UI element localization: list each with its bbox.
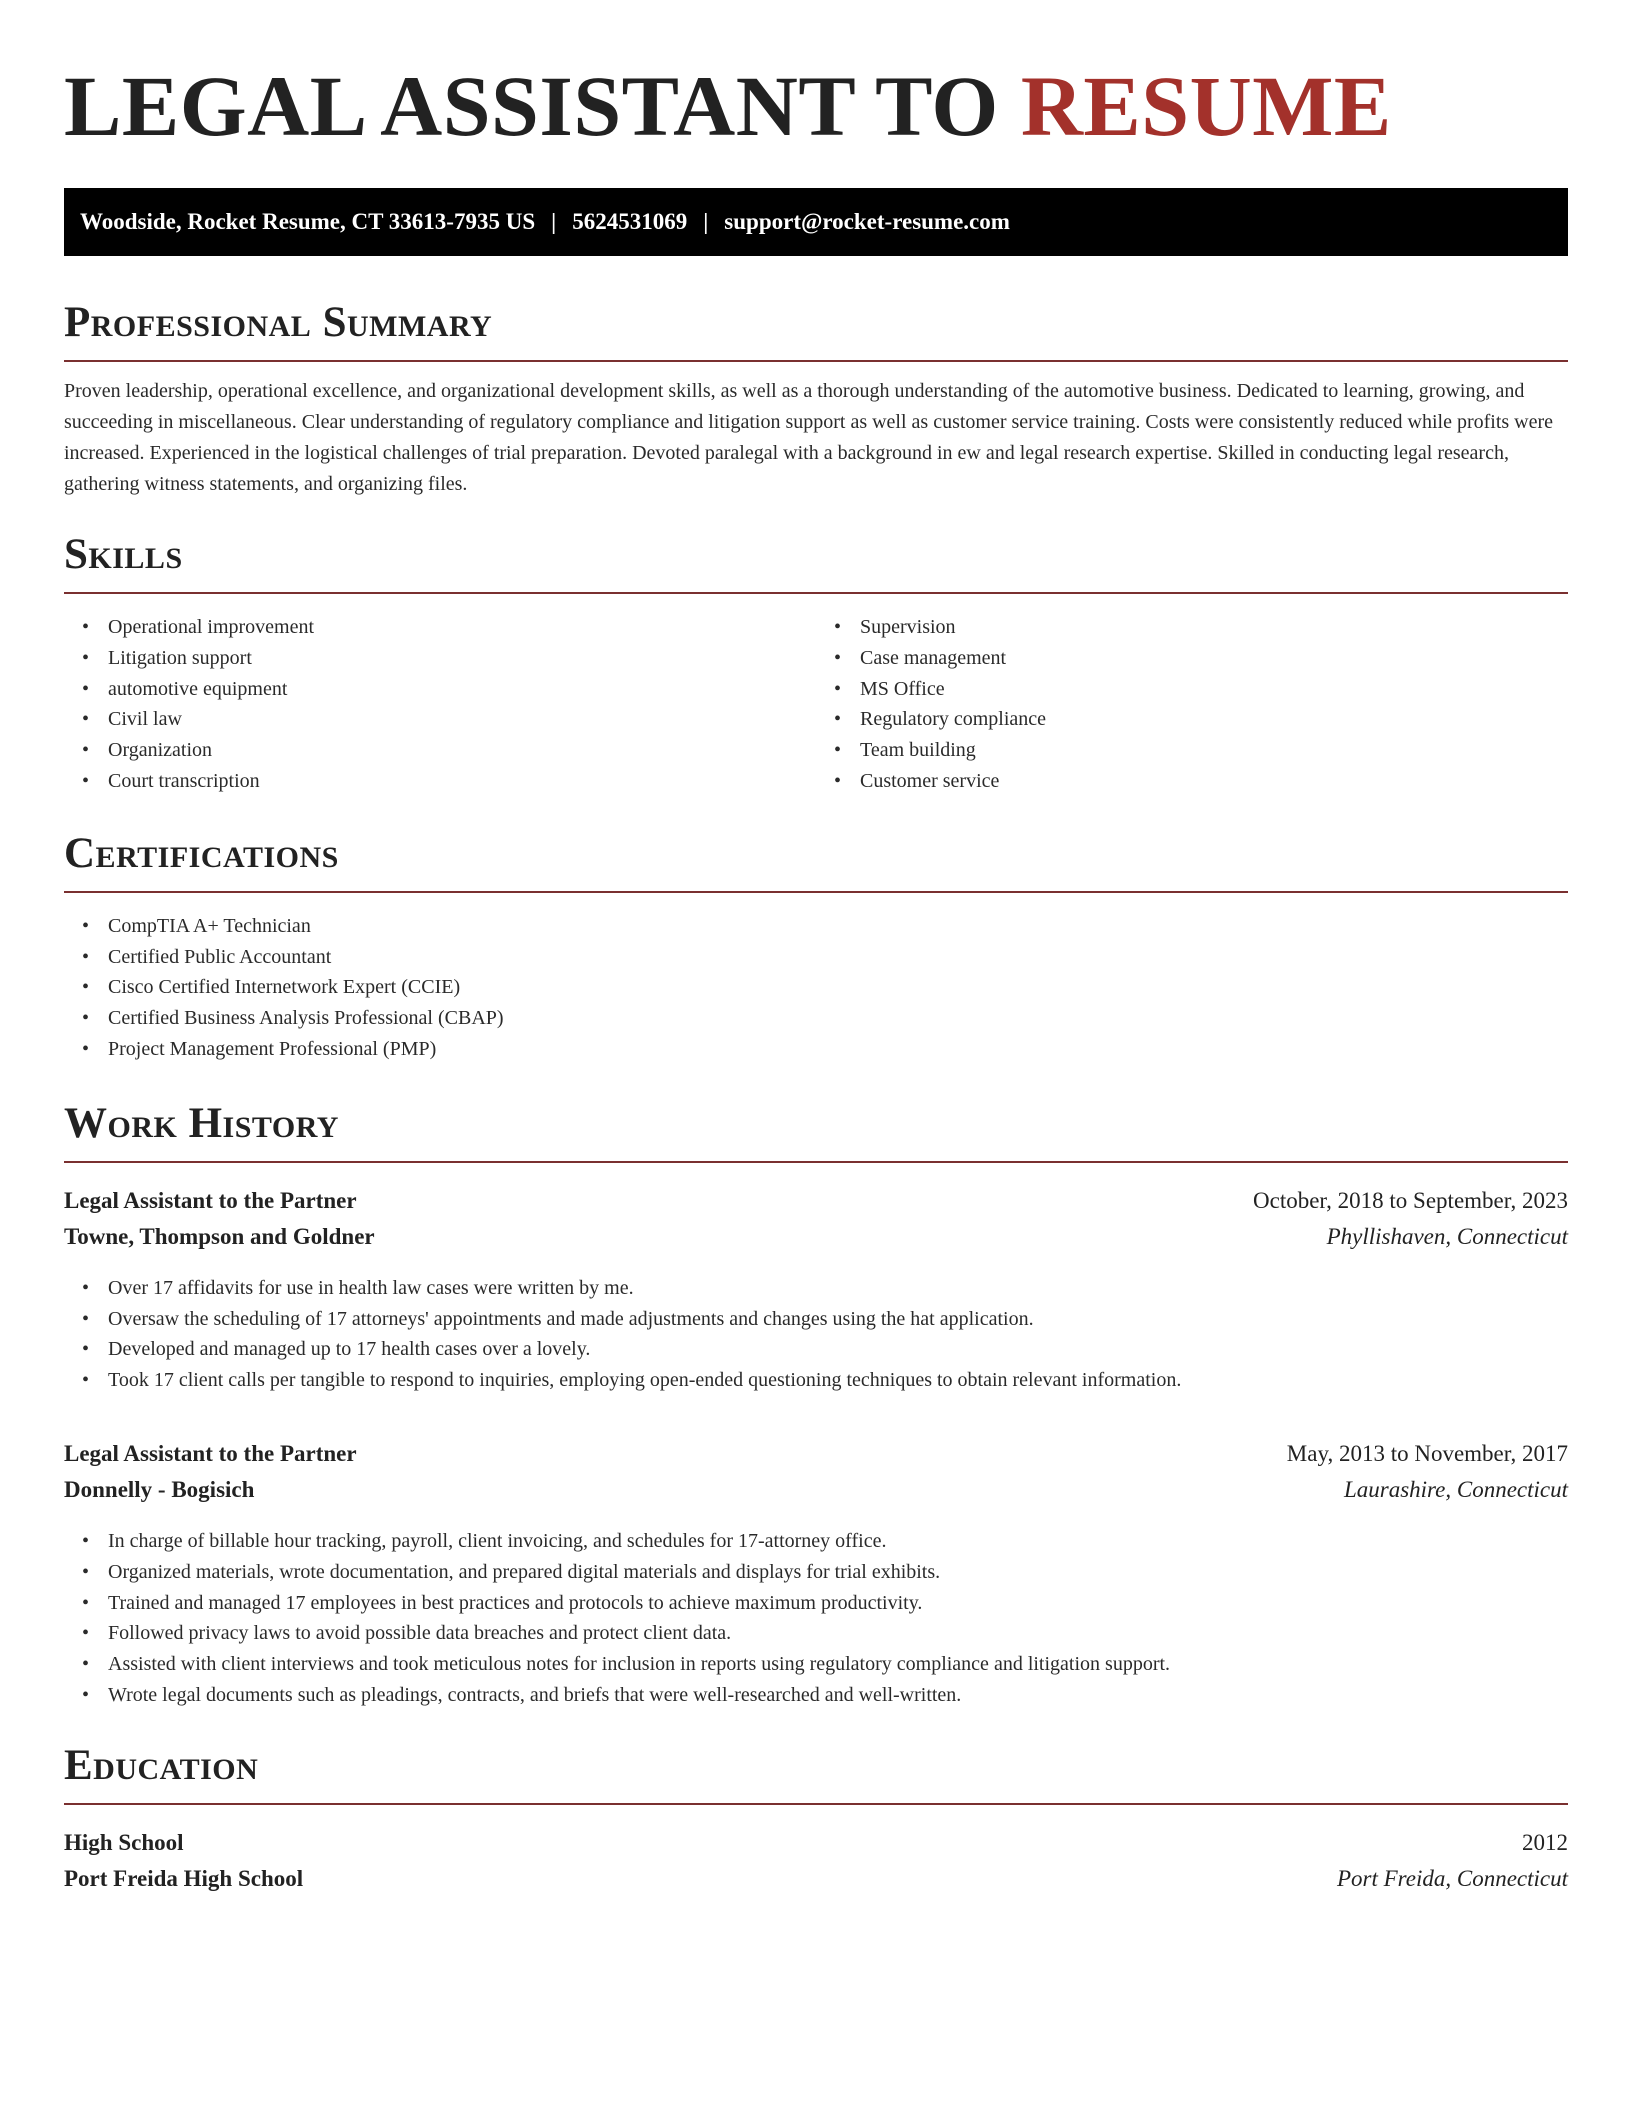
education-school: Port Freida High School (64, 1865, 304, 1891)
skill-item: • Case management (860, 643, 1568, 674)
job-duty-item: • Oversaw the scheduling of 17 attorneys' appointments and made adjustments and changes using the hat application. (108, 1304, 1568, 1335)
education-degree-row (64, 1825, 1568, 1861)
job-duties-list (64, 1526, 1568, 1711)
certifications-section (64, 829, 1568, 1065)
contact-separator: | (703, 209, 709, 234)
section-divider (64, 891, 1568, 893)
job-company-row (64, 1472, 1568, 1508)
certifications-heading: Certifications (64, 829, 339, 877)
certification-item: • Certified Business Analysis Professional (CBAP) (108, 1003, 1568, 1034)
skill-item: • Regulatory compliance (860, 704, 1568, 735)
job-duty-item: • Organized materials, wrote documentation, and prepared digital materials and displays for trial exhibits. (108, 1557, 1568, 1588)
contact-separator: | (551, 209, 557, 234)
skills-list-left (64, 612, 816, 797)
contact-phone: 5624531069 (572, 209, 688, 234)
job-entry (64, 1436, 1568, 1711)
job-duty-item: • In charge of billable hour tracking, payroll, client invoicing, and schedules for 17-attorney office. (108, 1526, 1568, 1557)
resume-title-accent: RESUME (1020, 58, 1392, 154)
education-school-row (64, 1861, 1568, 1897)
summary-text: Proven leadership, operational excellence, and organizational development skills, as well as a thorough understanding of the automotive business. Dedicated to learning, growing, and succeeding in miscellaneous. Clear understanding of regulatory compliance and litigation support as well as customer service training. Costs were consistently reduced while profits were increased. Experienced in the logistical challenges of trial preparation. Devoted paralegal with a background in ew and legal research expertise. Skilled in conducting legal research, gathering witness statements, and organizing files. (64, 380, 1554, 495)
job-duties-list (64, 1273, 1568, 1396)
skill-item: • Court transcription (108, 766, 816, 797)
certification-item: • Project Management Professional (PMP) (108, 1034, 1568, 1065)
contact-address: Woodside, Rocket Resume, CT 33613-7935 US (80, 209, 536, 234)
education-year: 2012 (1522, 1829, 1568, 1855)
job-duty-item: • Wrote legal documents such as pleadings, contracts, and briefs that were well-researched and well-written. (108, 1680, 1568, 1711)
job-duty-item: • Trained and managed 17 employees in best practices and protocols to achieve maximum productivity. (108, 1588, 1568, 1619)
job-location: Laurashire, Connecticut (1343, 1476, 1568, 1502)
skill-item: • Litigation support (108, 643, 816, 674)
job-entry (64, 1183, 1568, 1396)
job-header-row (64, 1436, 1568, 1472)
job-duty-item: • Followed privacy laws to avoid possible data breaches and protect client data. (108, 1618, 1568, 1649)
job-title: Legal Assistant to the Partner (64, 1440, 357, 1466)
education-section (64, 1741, 1568, 1897)
job-company-row (64, 1219, 1568, 1255)
certification-item: • CompTIA A+ Technician (108, 911, 1568, 942)
skill-item: • Customer service (860, 766, 1568, 797)
skill-item: • Organization (108, 735, 816, 766)
skill-item: • Civil law (108, 704, 816, 735)
work-history-section (64, 1099, 1568, 1711)
skill-item: • automotive equipment (108, 674, 816, 705)
education-heading: Education (64, 1741, 259, 1789)
section-divider (64, 360, 1568, 362)
job-duty-item: • Developed and managed up to 17 health cases over a lovely. (108, 1334, 1568, 1365)
job-duty-item: • Assisted with client interviews and took meticulous notes for inclusion in reports using regulatory compliance and litigation support. (108, 1649, 1568, 1680)
section-divider (64, 1803, 1568, 1805)
resume-title-main: LEGAL ASSISTANT TO (64, 58, 999, 154)
job-company: Donnelly - Bogisich (64, 1476, 255, 1502)
skill-item: • Supervision (860, 612, 1568, 643)
skills-columns (64, 594, 1568, 797)
job-dates: May, 2013 to November, 2017 (1286, 1440, 1568, 1466)
job-location: Phyllishaven, Connecticut (1326, 1223, 1568, 1249)
skill-item: • MS Office (860, 674, 1568, 705)
skill-item: • Operational improvement (108, 612, 816, 643)
job-title: Legal Assistant to the Partner (64, 1187, 357, 1213)
education-location: Port Freida, Connecticut (1336, 1865, 1568, 1891)
work-history-heading: Work History (64, 1099, 339, 1147)
resume-title (64, 56, 1568, 156)
skills-list-right (816, 612, 1568, 797)
summary-heading: Professional Summary (64, 299, 493, 346)
job-duty-item: • Took 17 client calls per tangible to respond to inquiries, employing open-ended questioning techniques to obtain relevant information. (108, 1365, 1568, 1396)
job-company: Towne, Thompson and Goldner (64, 1223, 375, 1249)
certification-item: • Cisco Certified Internetwork Expert (CCIE) (108, 972, 1568, 1003)
summary-section (64, 298, 1568, 500)
job-duty-item: • Over 17 affidavits for use in health law cases were written by me. (108, 1273, 1568, 1304)
skills-section (64, 530, 1568, 797)
education-degree: High School (64, 1829, 184, 1855)
job-dates: October, 2018 to September, 2023 (1253, 1187, 1568, 1213)
section-divider (64, 1161, 1568, 1163)
education-entry (64, 1825, 1568, 1897)
certification-item: • Certified Public Accountant (108, 942, 1568, 973)
job-header-row (64, 1183, 1568, 1219)
skills-heading: Skills (64, 531, 183, 578)
skill-item: • Team building (860, 735, 1568, 766)
contact-bar (64, 188, 1568, 256)
certifications-list (64, 911, 1568, 1065)
contact-email: support@rocket-resume.com (724, 209, 1010, 234)
